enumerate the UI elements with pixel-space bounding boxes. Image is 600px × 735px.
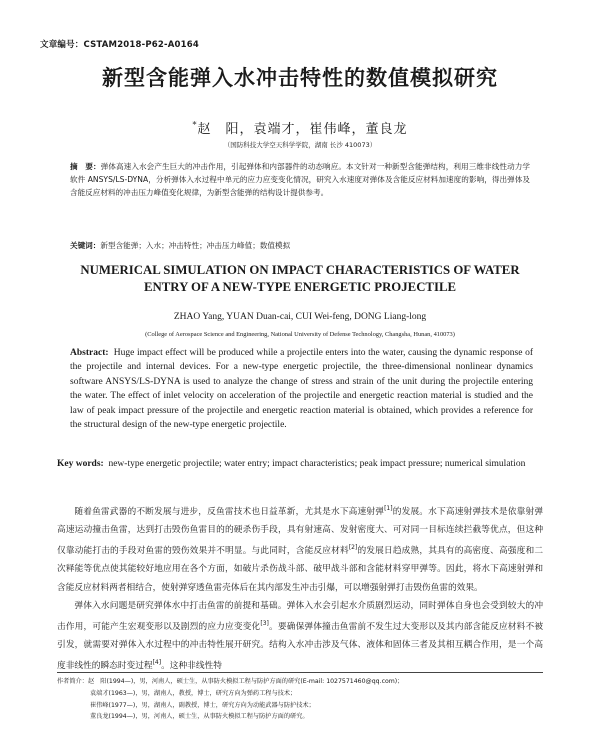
body-text-span: 弹体入水问题是研究弹体水中打击鱼雷的前提和基础。弹体入水会引起水介质剧烈运动，同时弹体自身也会受到较大的冲击作用，可能产生宏观变形以及剧烈的应力应变变化 (57, 600, 543, 632)
footnote-line: 董良龙(1994—)，男，河南人，硕士生，从事防火模拟工程与防护方面的研究。 (90, 713, 309, 721)
keywords-english-text: new-type energetic projectile; water entry; impact characteristics; peak impact pressure; numerical simulation (108, 459, 526, 469)
footnote-line: 袁端才(1963—)，男，湖南人，教授，博士，研究方向为弹药工程与技术； (90, 689, 297, 697)
body-text-span: 的发展日趋成熟，其具有的高密度、高强度和二次释能等优点使其能较好地应用在各个方面，如破片杀伤战斗部、破甲战斗部和含能材料穿甲弹等。因此，将水下高速射弹和含能反应材料两者相结合，使射弹穿透鱼雷壳体后在其内部发生冲击引爆，可以增强射弹打击毁伤鱼雷的效果。 (57, 546, 544, 593)
footnote-line (57, 676, 543, 688)
citation: [4] (152, 659, 162, 667)
keywords-chinese-text: 新型含能弹；入水；冲击特性；冲击压力峰值；数值模拟 (100, 241, 291, 250)
citation: [2] (348, 544, 358, 552)
body-paragraph (57, 597, 543, 676)
footnote-divider (57, 672, 543, 673)
abstract-chinese-text: 弹体高速入水会产生巨大的冲击作用，引起弹体和内部器件的动态响应。本文针对一种新型含能弹结构，利用三维非线性动力学软件 ANSYS/LS-DYNA，分析弹体入水过程中单元的应力应变变化情况，研究入水速度对弹体及含能反应材料加速度的影响，得出弹体及含能反应材料的冲击压力峰值变化规律，为新型含能弹的结构设计提供参考。 (70, 162, 530, 198)
authors-chinese (0, 118, 600, 137)
footnote-label: 作者简介： (57, 678, 88, 685)
abstract-chinese (70, 160, 530, 200)
abstract-english-label: Abstract: (70, 348, 109, 358)
keywords-english (57, 457, 533, 471)
corresponding-marker: * (192, 120, 198, 130)
article-number: 文章编号：CSTAM2018-P62-A0164 (40, 40, 199, 50)
citation: [3] (260, 620, 269, 627)
body-text-span: 的发展。水下高速射弹技术是依靠射弹高速运动撞击鱼雷，达到打击毁伤鱼雷目的的硬杀伤手段，具有射速高、发射密度大、可对同一目标连续拦截等优点，但这种仅靠动能打击的手段对鱼雷的毁伤效果并不明显。与此同时，含能反应材料 (57, 506, 544, 557)
authors-english: ZHAO Yang, YUAN Duan-cai, CUI Wei-feng, DONG Liang-long (173, 312, 427, 322)
authors-chinese-names: 赵 阳，袁端才，崔伟峰，董良龙 (197, 122, 408, 137)
body-text (57, 500, 543, 675)
body-paragraph (57, 500, 543, 597)
abstract-english-text: Huge impact effect will be produced while a projectile enters into the water, causing the dynamic response of the projectile and internal devices. For a new-type energetic projectile, the three-dimensional nonlinear dynamics software ANSYS/LS-DYNA is used to analyze the change of stress and strain of the unit during the projectile entering the water. The effect of inlet velocity on acceleration of the projectile and energetic reaction material is studied and the law of peak impact pressure of the projectile and energetic reaction material is obtained, which provides a reference for the structural design of the new-type energetic projectile. (70, 348, 534, 431)
abstract-chinese-label: 摘 要： (70, 162, 101, 171)
abstract-english (70, 346, 533, 432)
footnote-line: 崔伟峰(1977—)，男，湖南人，副教授，博士，研究方向为动能武器与防护技术； (90, 701, 315, 709)
keywords-chinese-label: 关键词： (70, 241, 101, 250)
keywords-english-label: Key words: (57, 459, 104, 469)
body-text-span: 。要确保弹体撞击鱼雷前不发生过大变形以及其内部含能反应材料不被引发，就需要对弹体入水过程中的冲击特性展开研究。结构入水冲击涉及气体、液体和固体三者及其相互耦合作用，是一个高度非线性的瞬态时变过程 (57, 621, 544, 672)
footnotes (57, 676, 543, 723)
footnote-text: 赵 阳(1994—)，男，河南人，硕士生，从事防火模拟工程与防护方面的研究(E-mail: 1027571460@qq.com)； (87, 678, 404, 685)
affiliation-english: (College of Aerospace Science and Engineering, National University of Defense Technology, Changsha, Hunan, 410073) (145, 331, 455, 338)
citation: [1] (384, 505, 393, 512)
affiliation-chinese: （国防科技大学空天科学学院，湖南 长沙 410073） (223, 141, 377, 149)
body-text-span: 。这种非线性特 (161, 661, 222, 672)
body-text-span: 随着鱼雷武器的不断发展与进步，反鱼雷技术也日益革新，尤其是水下高速射弹 (74, 506, 385, 517)
title-english (30, 262, 570, 296)
title-english-line1: NUMERICAL SIMULATION ON IMPACT CHARACTERISTICS OF WATER (80, 263, 520, 277)
title-english-line2: ENTRY OF A NEW-TYPE ENERGETIC PROJECTILE (143, 280, 457, 294)
title-chinese: 新型含能弹入水冲击特性的数值模拟研究 (102, 66, 498, 90)
keywords-chinese (70, 240, 530, 251)
